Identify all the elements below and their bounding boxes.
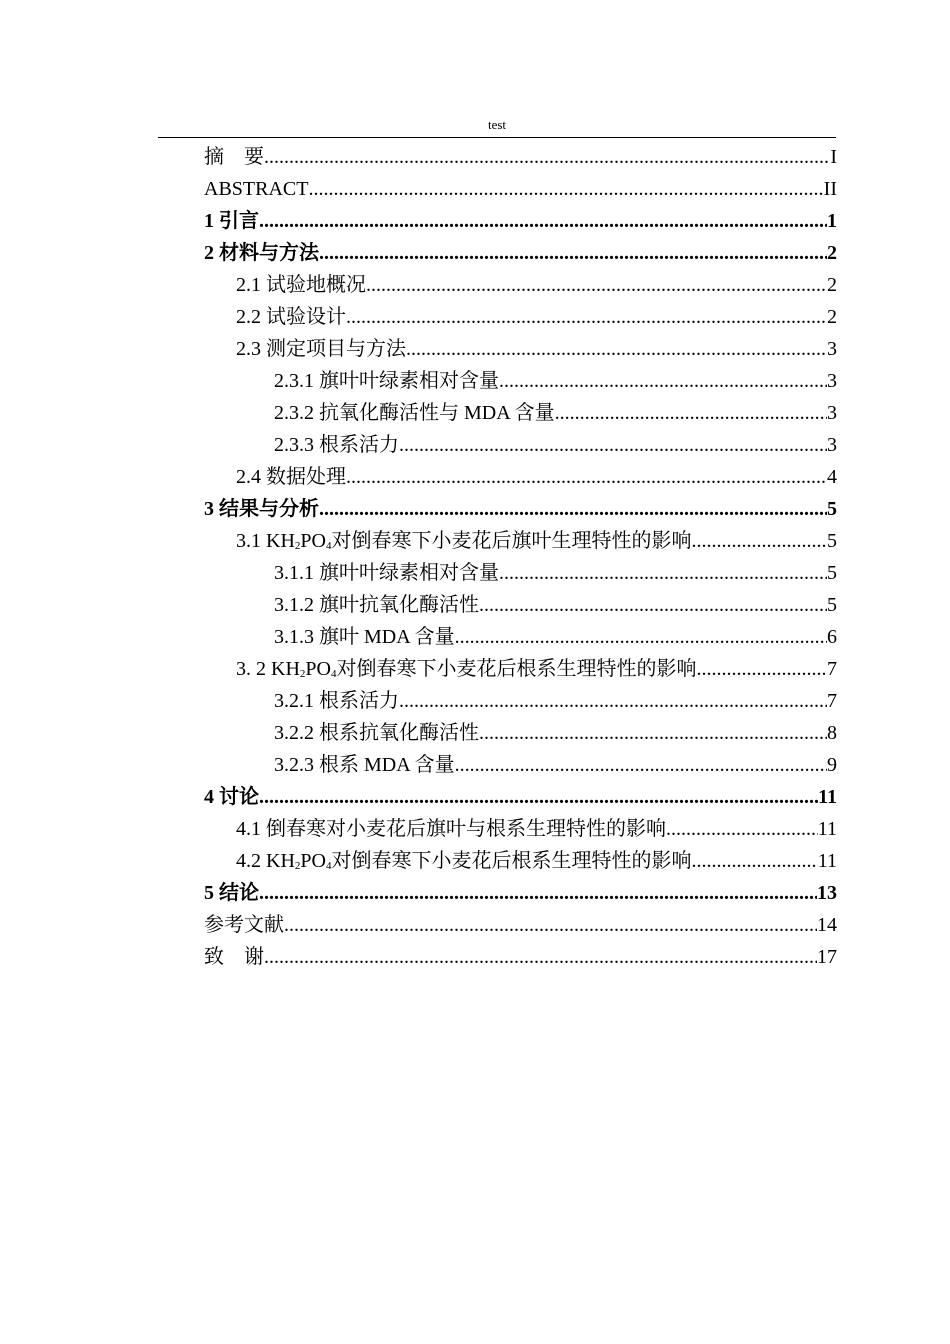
toc-entry-label-text: PO — [300, 850, 326, 872]
toc-entry[interactable] — [204, 909, 837, 941]
toc-entry[interactable] — [204, 877, 837, 909]
toc-entry-label: 5 结论 — [204, 882, 259, 904]
toc-entry-label: 3.2.1 根系活力 — [274, 690, 399, 712]
toc-entry[interactable] — [274, 429, 837, 461]
toc-page-number: 6 — [827, 626, 837, 648]
toc-leader-dots — [264, 941, 817, 973]
toc-entry-label: 1 引言 — [204, 210, 259, 232]
toc-entry[interactable] — [236, 461, 837, 493]
toc-page-number: I — [830, 146, 837, 168]
toc-entry-subscript: 4 — [330, 668, 337, 680]
toc-leader-dots — [455, 621, 827, 653]
toc-entry[interactable] — [204, 941, 837, 973]
page-header: test — [487, 117, 507, 132]
toc-leader-dots — [499, 365, 827, 397]
toc-entry[interactable] — [204, 173, 837, 205]
toc-leader-dots — [691, 525, 827, 557]
toc-page-number: 13 — [817, 882, 837, 904]
toc-entry[interactable] — [236, 333, 837, 365]
toc-entry-label: 2 材料与方法 — [204, 242, 319, 264]
toc-leader-dots — [264, 141, 830, 173]
toc-entry-label-text: PO — [300, 530, 326, 552]
toc-entry-subscript: 4 — [325, 540, 332, 552]
toc-entry-label — [236, 845, 691, 877]
toc-leader-dots — [366, 269, 827, 301]
toc-leader-dots — [696, 653, 827, 685]
toc-page-number: 3 — [827, 402, 837, 424]
toc-entry[interactable] — [204, 781, 837, 813]
toc-leader-dots — [399, 685, 827, 717]
toc-entry[interactable] — [236, 525, 837, 557]
toc-entry-subscript: 2 — [294, 860, 301, 872]
toc-entry-label: 3.1.1 旗叶叶绿素相对含量 — [274, 562, 499, 584]
toc-entry-label: 摘 要 — [204, 146, 264, 168]
toc-leader-dots — [346, 301, 827, 333]
toc-entry-label: 2.3.1 旗叶叶绿素相对含量 — [274, 370, 499, 392]
toc-entry-label-text: PO — [305, 658, 331, 680]
toc-entry[interactable] — [236, 845, 837, 877]
toc-leader-dots — [259, 205, 827, 237]
toc-entry[interactable] — [274, 557, 837, 589]
toc-leader-dots — [319, 493, 827, 525]
toc-page-number: 5 — [827, 594, 837, 616]
toc-entry-label: ABSTRACT — [204, 178, 309, 200]
toc-page-number: 7 — [827, 690, 837, 712]
toc-page-number: 17 — [817, 946, 837, 968]
toc-entry-subscript: 2 — [299, 668, 306, 680]
toc-entry-label-text: 3. 2 KH — [236, 658, 300, 680]
toc-page-number: 11 — [817, 850, 837, 872]
toc-entry-label: 致 谢 — [204, 946, 264, 968]
toc-entry[interactable] — [274, 589, 837, 621]
toc-entry-subscript: 4 — [325, 860, 332, 872]
toc-leader-dots — [259, 781, 818, 813]
toc-entry[interactable] — [204, 493, 837, 525]
toc-leader-dots — [479, 589, 827, 621]
toc-entry-label: 3 结果与分析 — [204, 498, 319, 520]
toc-leader-dots — [691, 845, 817, 877]
toc-page-number: 5 — [827, 498, 837, 520]
toc-leader-dots — [455, 749, 827, 781]
toc-entry-label: 参考文献 — [204, 914, 284, 936]
header-divider — [158, 137, 836, 138]
toc-page-number: 11 — [817, 818, 837, 840]
toc-entry-label: 2.2 试验设计 — [236, 306, 346, 328]
toc-leader-dots — [555, 397, 827, 429]
toc-entry-label-text: 对倒春寒下小麦花后旗叶生理特性的影响 — [331, 530, 692, 552]
toc-entry[interactable] — [274, 717, 837, 749]
toc-entry[interactable] — [236, 813, 837, 845]
toc-page-number: 11 — [818, 786, 837, 808]
toc-entry-label: 2.3.3 根系活力 — [274, 434, 399, 456]
toc-page-number: 2 — [827, 306, 837, 328]
toc-entry-label: 3.1.3 旗叶 MDA 含量 — [274, 626, 455, 648]
toc-entry[interactable] — [236, 269, 837, 301]
toc-leader-dots — [346, 461, 827, 493]
toc-page-number: 2 — [827, 242, 837, 264]
toc-entry-label: 2.4 数据处理 — [236, 466, 346, 488]
toc-leader-dots — [406, 333, 827, 365]
toc-entry-label-text: 4.2 KH — [236, 850, 295, 872]
toc-leader-dots — [259, 877, 817, 909]
toc-entry-label: 4.1 倒春寒对小麦花后旗叶与根系生理特性的影响 — [236, 818, 666, 840]
toc-page-number: 9 — [827, 754, 837, 776]
toc-leader-dots — [666, 813, 818, 845]
toc-entry-label: 3.2.2 根系抗氧化酶活性 — [274, 722, 479, 744]
toc-entry[interactable] — [274, 397, 837, 429]
toc-leader-dots — [319, 237, 827, 269]
toc-entry-label: 2.3.2 抗氧化酶活性与 MDA 含量 — [274, 402, 555, 424]
toc-entry-label — [236, 653, 696, 685]
toc-entry-label: 3.2.3 根系 MDA 含量 — [274, 754, 455, 776]
toc-entry-label-text: 3.1 KH — [236, 530, 295, 552]
toc-entry-label: 3.1.2 旗叶抗氧化酶活性 — [274, 594, 479, 616]
toc-entry[interactable] — [274, 685, 837, 717]
toc-entry[interactable] — [274, 621, 837, 653]
toc-entry-label: 2.1 试验地概况 — [236, 274, 366, 296]
toc-page-number: 3 — [827, 370, 837, 392]
toc-entry[interactable] — [274, 749, 837, 781]
toc-entry[interactable] — [204, 141, 837, 173]
toc-leader-dots — [399, 429, 827, 461]
toc-entry[interactable] — [204, 237, 837, 269]
toc-page-number: 8 — [827, 722, 837, 744]
toc-entry-label: 2.3 测定项目与方法 — [236, 338, 406, 360]
toc-page-number: 7 — [827, 658, 837, 680]
toc-page-number: 3 — [827, 338, 837, 360]
toc-leader-dots — [499, 557, 827, 589]
toc-entry-label-text: 对倒春寒下小麦花后根系生理特性的影响 — [331, 850, 692, 872]
toc-leader-dots — [284, 909, 817, 941]
toc-page-number: 14 — [817, 914, 837, 936]
toc-entry-label — [236, 525, 691, 557]
toc-entry-subscript: 2 — [294, 540, 301, 552]
toc-leader-dots — [479, 717, 827, 749]
toc-entry[interactable] — [204, 205, 837, 237]
toc-page-number: 5 — [827, 562, 837, 584]
toc-page-number: 5 — [827, 530, 837, 552]
toc-entry-label: 4 讨论 — [204, 786, 259, 808]
toc-page-number: 3 — [827, 434, 837, 456]
toc-entry-label-text: 对倒春寒下小麦花后根系生理特性的影响 — [336, 658, 697, 680]
toc-leader-dots — [308, 173, 823, 205]
toc-entry[interactable] — [274, 365, 837, 397]
toc-page-number: 1 — [827, 210, 837, 232]
toc-entry[interactable] — [236, 301, 837, 333]
toc-entry[interactable] — [236, 653, 837, 685]
toc-page-number: 4 — [827, 466, 837, 488]
toc-page-number: 2 — [827, 274, 837, 296]
toc-page-number: II — [823, 178, 837, 200]
